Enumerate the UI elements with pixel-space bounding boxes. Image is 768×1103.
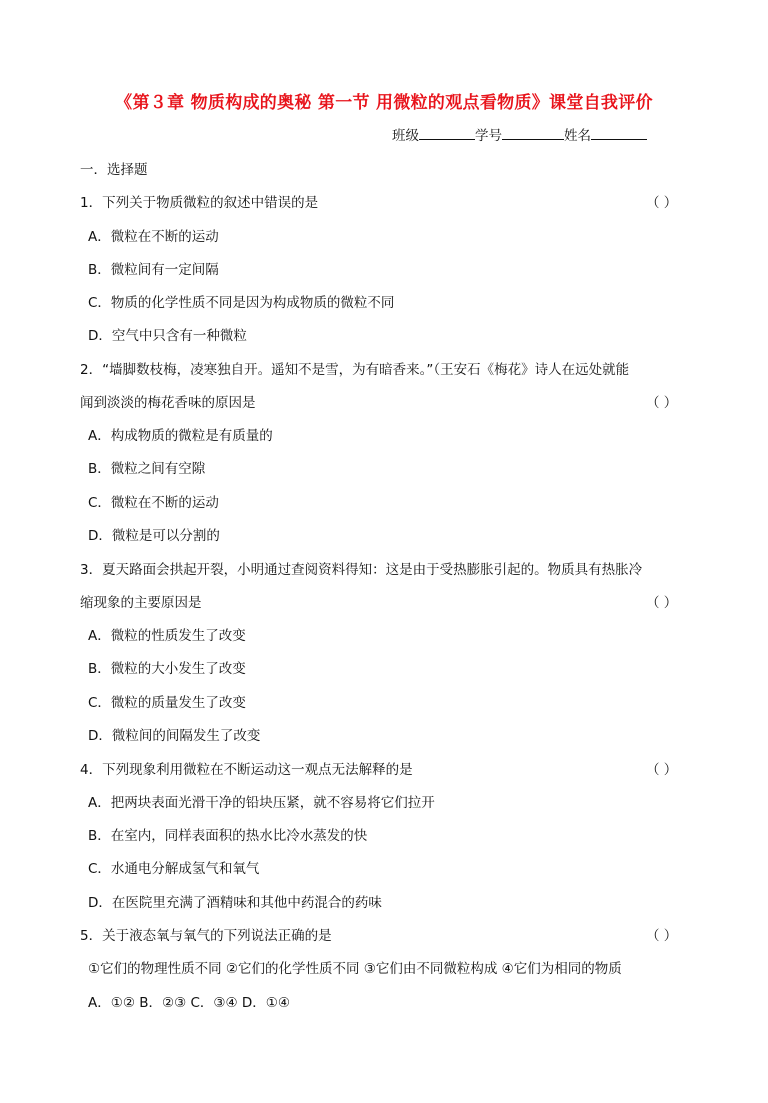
question-3-answer-paren: （ ） [646, 595, 678, 611]
question-2-option-c: C．微粒在不断的运动 [88, 495, 219, 511]
class-label: 班级 [392, 128, 419, 144]
question-1-stem: 1．下列关于物质微粒的叙述中错误的是 [80, 195, 319, 211]
question-2-option-d: D．微粒是可以分割的 [88, 528, 220, 544]
question-1-option-c: C．物质的化学性质不同是因为构成物质的微粒不同 [88, 295, 395, 311]
question-4-option-d: D．在医院里充满了酒精味和其他中药混合的药味 [88, 895, 382, 911]
question-3-option-c: C．微粒的质量发生了改变 [88, 695, 246, 711]
question-3-option-b: B．微粒的大小发生了改变 [88, 661, 246, 677]
question-4-option-b: B．在室内，同样表面积的热水比冷水蒸发的快 [88, 828, 368, 844]
question-5-statements: ①它们的物理性质不同 ②它们的化学性质不同 ③它们由不同微粒构成 ④它们为相同的物质 [88, 961, 622, 977]
question-1-option-a: A．微粒在不断的运动 [88, 229, 219, 245]
question-3-stem: 3．夏天路面会拱起开裂，小明通过查阅资料得知：这是由于受热膨胀引起的。物质具有热胀冷 [80, 562, 643, 578]
question-1-option-b: B．微粒间有一定间隔 [88, 262, 219, 278]
question-3-stem-cont: 缩现象的主要原因是 [80, 595, 202, 611]
student-id-blank[interactable] [502, 126, 564, 140]
question-1-answer-paren: （ ） [646, 195, 678, 211]
question-5-options: A．①② B．②③ C．③④ D．①④ [88, 995, 291, 1011]
worksheet-title: 《第３章 物质构成的奥秘 第一节 用微粒的观点看物质》课堂自我评价 [115, 93, 653, 113]
student-info-row [392, 124, 647, 144]
question-2-stem: 2．“墙脚数枝梅，凌寒独自开。遥知不是雪，为有暗香来。”（王安石《梅花》诗人在远处就能 [80, 362, 630, 378]
question-2-option-a: A．构成物质的微粒是有质量的 [88, 428, 273, 444]
question-2-option-b: B．微粒之间有空隙 [88, 461, 206, 477]
question-2-stem-cont: 闻到淡淡的梅花香味的原因是 [80, 395, 256, 411]
question-1-option-d: D．空气中只含有一种微粒 [88, 328, 247, 344]
name-label: 姓名 [564, 128, 591, 144]
student-id-label: 学号 [475, 128, 502, 144]
name-blank[interactable] [591, 126, 647, 140]
question-5-answer-paren: （ ） [646, 928, 678, 944]
question-4-option-a: A．把两块表面光滑干净的铅块压紧，就不容易将它们拉开 [88, 795, 435, 811]
class-blank[interactable] [419, 126, 475, 140]
section-heading: 一．选择题 [80, 162, 148, 178]
question-2-answer-paren: （ ） [646, 395, 678, 411]
question-4-stem: 4．下列现象利用微粒在不断运动这一观点无法解释的是 [80, 762, 413, 778]
question-3-option-a: A．微粒的性质发生了改变 [88, 628, 246, 644]
question-4-answer-paren: （ ） [646, 762, 678, 778]
question-3-option-d: D．微粒间的间隔发生了改变 [88, 728, 261, 744]
question-5-stem: 5．关于液态氧与氧气的下列说法正确的是 [80, 928, 332, 944]
question-4-option-c: C．水通电分解成氢气和氧气 [88, 861, 260, 877]
